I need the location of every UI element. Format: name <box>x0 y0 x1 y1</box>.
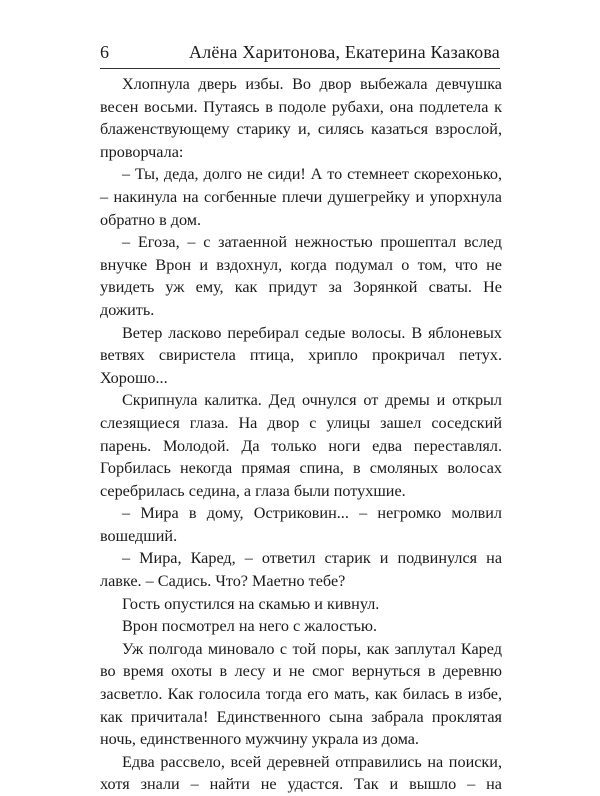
paragraph-continued: Едва рассвело, всей деревней отправились на поиски, хотя знали – найти не удастся. Так и вышло – на <box>100 752 502 794</box>
paragraph: Ветер ласково перебирал седые волосы. В яблоневых ветвях свиристела птица, хрипло прокричал петух. Хорошо... <box>100 323 502 387</box>
page-number: 6 <box>100 42 109 62</box>
body-text <box>100 73 502 796</box>
running-header <box>100 40 500 64</box>
book-authors: Алёна Харитонова, Екатерина Казакова <box>189 42 500 62</box>
paragraph: – Егоза, – с затаенной нежностью прошептал вслед внучке Врон и вздохнул, когда подумал о том, что не увидеть уж ему, как придут за Зорянкой сваты. Не дожить. <box>100 233 502 319</box>
paragraph: Хлопнула дверь избы. Во двор выбежала девчушка весен восьми. Путаясь в подоле рубахи, она подлетела к блаженствующему старику и, силясь казаться взрослой, проворчала: <box>100 75 502 161</box>
header-rule <box>100 68 500 69</box>
paragraph: Скрипнула калитка. Дед очнулся от дремы и открыл слезящиеся глаза. На двор с улицы зашел соседский парень. Молодой. Да только ноги едва переставлял. Горбилась некогда прямая спина, в смоляных волосах серебрилась седина, а глаза были потухшие. <box>100 391 502 500</box>
paragraph: – Ты, деда, долго не сиди! А то стемнеет скорехонько, – накинула на согбенные плечи душегрейку и упорхнула обратно в дом. <box>100 165 502 229</box>
paragraph: Гость опустился на скамью и кивнул. <box>122 594 380 613</box>
paragraph: Уж полгода миновало с той поры, как заплутал Каред во время охоты в лесу и не смог вернуться в деревню засветло. Как голосила тогда его мать, как билась в избе, как причитала! Единственного сына забрала проклятая ночь, единственного мужчину украла из дома. <box>100 639 502 749</box>
paragraph: Врон посмотрел на него с жалостью. <box>122 617 378 636</box>
paragraph: – Мира, Каред, – ответил старик и подвинулся на лавке. – Садись. Что? Маетно тебе? <box>100 549 502 591</box>
paragraph: – Мира в дому, Остриковин... – негромко молвил вошедший. <box>100 504 502 545</box>
